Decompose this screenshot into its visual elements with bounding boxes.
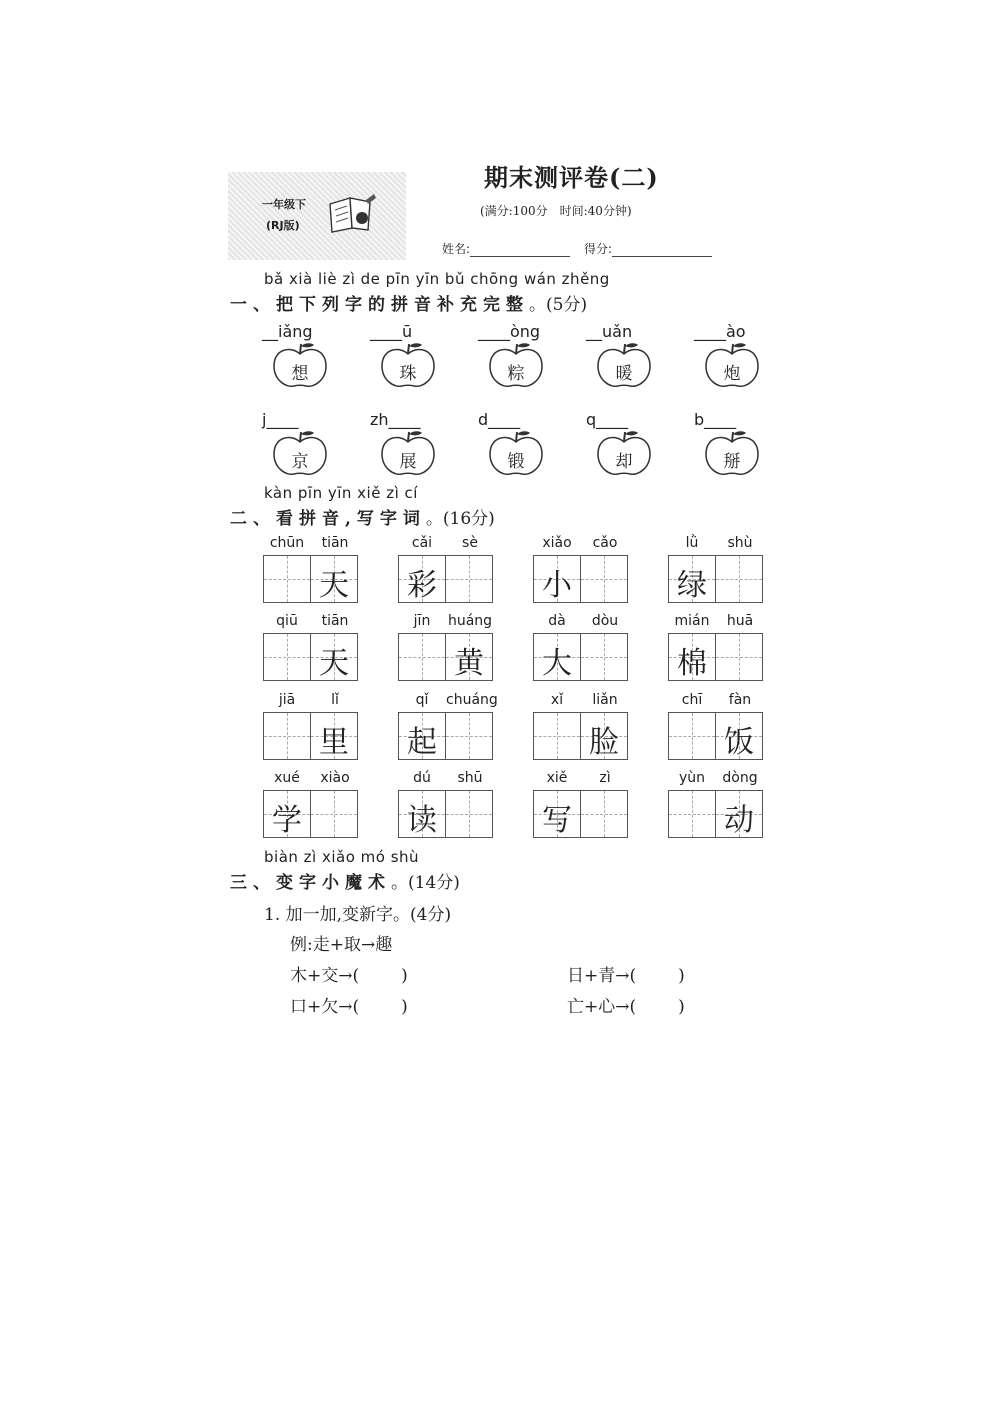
tianzige-cell[interactable] (263, 712, 311, 760)
cell-pinyin: shū (457, 770, 483, 786)
tianzige-cell[interactable] (715, 712, 763, 760)
cell-char: 学 (272, 803, 302, 838)
word-cell-group[interactable] (263, 770, 359, 848)
apple-item[interactable] (586, 410, 676, 496)
pinyin-blank[interactable]: d____ (478, 410, 521, 429)
apple-char: 炮 (723, 364, 741, 384)
tianzige-cell[interactable] (533, 712, 581, 760)
cell-pinyin: lǜ (685, 535, 699, 551)
section3-pinyin: biàn zì xiǎo mó shù (264, 848, 420, 866)
cell-pinyin: huā (726, 613, 754, 629)
tianzige-cell[interactable] (580, 555, 628, 603)
combine-item[interactable] (567, 961, 685, 986)
apple-char: 锻 (507, 452, 525, 472)
section1-score: 。(5分) (529, 295, 588, 315)
cell-pinyin: fàn (728, 692, 752, 708)
pinyin-blank[interactable]: ____òng (478, 322, 541, 341)
apple-item[interactable] (370, 322, 460, 408)
section1-title-text: 一、把下列字的拼音补充完整 (230, 295, 529, 315)
cell-pinyin: dà (548, 613, 566, 629)
question-1: 1. 加一加,变新字。(4分) (264, 905, 452, 925)
apple-char: 珠 (399, 364, 417, 384)
apple-item[interactable] (586, 322, 676, 408)
tianzige-cell[interactable] (715, 633, 763, 681)
tianzige-cell[interactable] (398, 712, 446, 760)
cell-char: 小 (542, 568, 572, 603)
cell-pinyin: chī (681, 692, 703, 708)
section2-title-text: 二、看拼音,写字词 (230, 509, 426, 529)
combine-close: ) (678, 997, 685, 1017)
apple-item[interactable] (478, 410, 568, 496)
tianzige-cell[interactable] (533, 555, 581, 603)
cell-pinyin: jiā (278, 692, 296, 708)
pinyin-blank[interactable]: ____ū (370, 322, 413, 341)
tianzige-cell[interactable] (533, 633, 581, 681)
apple-item[interactable] (262, 322, 352, 408)
word-cell-group[interactable] (533, 692, 629, 770)
apple-char: 暖 (615, 364, 633, 384)
combine-expr: 亡+心→( (567, 997, 637, 1017)
apple-char: 粽 (507, 364, 525, 384)
word-cell-group[interactable] (263, 613, 359, 691)
tianzige-cell[interactable] (668, 712, 716, 760)
apple-char: 京 (291, 452, 309, 472)
word-cell-group[interactable] (668, 535, 764, 613)
score-field[interactable] (584, 240, 712, 257)
pinyin-blank[interactable]: ____ào (694, 322, 746, 341)
cell-pinyin: chuáng (446, 692, 498, 708)
section1-title (230, 290, 587, 315)
score-line (612, 246, 712, 257)
tianzige-cell[interactable] (668, 555, 716, 603)
cell-char: 天 (319, 568, 349, 603)
cell-pinyin: shù (727, 535, 753, 551)
cell-char: 动 (724, 803, 754, 838)
combine-close: ) (401, 997, 408, 1017)
tianzige-cell[interactable] (310, 790, 358, 838)
cell-pinyin: cǎi (411, 535, 433, 551)
cell-pinyin: sè (462, 535, 478, 551)
word-cell-group[interactable] (398, 770, 494, 848)
cell-pinyin: huáng (447, 613, 493, 629)
cell-char: 饭 (724, 725, 754, 760)
pinyin-blank[interactable]: __uǎn (586, 322, 633, 341)
cell-char: 大 (542, 646, 572, 681)
tianzige-cell[interactable] (398, 790, 446, 838)
word-cell-group[interactable] (668, 613, 764, 691)
word-cell-group[interactable] (533, 770, 629, 848)
pinyin-blank[interactable]: zh____ (370, 410, 421, 429)
tianzige-cell[interactable] (398, 633, 446, 681)
cell-pinyin: tiān (321, 613, 349, 629)
apple-char: 掰 (723, 452, 741, 472)
grade-label: 一年级下 (262, 198, 306, 211)
header-badge (228, 172, 406, 260)
section1-pinyin: bǎ xià liè zì de pīn yīn bǔ chōng wán zhěng (264, 270, 610, 288)
combine-close: ) (678, 966, 685, 986)
cell-pinyin: xiě (546, 770, 568, 786)
cell-pinyin: liǎn (592, 692, 618, 708)
word-cell-group[interactable] (533, 535, 629, 613)
tianzige-cell[interactable] (263, 555, 311, 603)
apple-char: 展 (399, 452, 417, 472)
cell-pinyin: zì (599, 770, 611, 786)
apple-char: 想 (291, 364, 309, 384)
name-line (470, 246, 570, 257)
pinyin-blank[interactable]: b____ (694, 410, 737, 429)
cell-char: 天 (319, 646, 349, 681)
pinyin-blank[interactable]: j____ (262, 410, 299, 429)
word-cell-group[interactable] (398, 692, 498, 770)
tianzige-cell[interactable] (715, 555, 763, 603)
cell-char: 写 (542, 803, 572, 838)
tianzige-cell[interactable] (445, 712, 493, 760)
tianzige-cell[interactable] (445, 633, 493, 681)
word-cell-group[interactable] (263, 692, 359, 770)
section2-score: 。(16分) (425, 509, 495, 529)
word-cell-group[interactable] (533, 613, 629, 691)
tianzige-cell[interactable] (398, 555, 446, 603)
cell-char: 黄 (454, 646, 484, 681)
combine-expr: 木+交→( (290, 966, 360, 986)
pinyin-blank[interactable]: q____ (586, 410, 629, 429)
cell-pinyin: qǐ (415, 692, 429, 708)
name-field[interactable] (442, 240, 570, 257)
cell-char: 里 (319, 725, 349, 760)
apple-item[interactable] (478, 322, 568, 408)
section3-title-text: 三、变字小魔术 (230, 873, 391, 893)
apple-item[interactable] (694, 410, 784, 496)
tianzige-cell[interactable] (580, 790, 628, 838)
page-title: 期末测评卷(二) (484, 163, 659, 192)
cell-pinyin: tiān (321, 535, 349, 551)
tianzige-cell[interactable] (668, 790, 716, 838)
cell-pinyin: yùn (678, 770, 706, 786)
tianzige-cell[interactable] (310, 633, 358, 681)
cell-pinyin: dòng (722, 770, 758, 786)
tianzige-cell[interactable] (310, 712, 358, 760)
cell-pinyin: chūn (269, 535, 305, 551)
cell-char: 脸 (589, 725, 619, 760)
score-label: 得分: (584, 242, 613, 256)
tianzige-cell[interactable] (310, 555, 358, 603)
cell-pinyin: dòu (591, 613, 619, 629)
apple-item[interactable] (694, 322, 784, 408)
combine-item[interactable] (290, 961, 408, 986)
name-label: 姓名: (442, 242, 471, 256)
cell-pinyin: lǐ (331, 692, 339, 708)
cell-char: 读 (407, 803, 437, 838)
combine-item[interactable] (290, 992, 408, 1017)
combine-expr: 日+青→( (567, 966, 637, 986)
cell-pinyin: cǎo (592, 535, 618, 551)
tianzige-cell[interactable] (445, 555, 493, 603)
pinyin-blank[interactable]: __iǎng (262, 322, 313, 341)
cell-pinyin: mián (674, 613, 710, 629)
cell-pinyin: xǐ (550, 692, 564, 708)
cell-char: 绿 (677, 568, 707, 603)
edition-label: (RJ版) (266, 219, 300, 232)
exam-meta: (满分:100分 时间:40分钟) (480, 204, 632, 218)
section2-title (230, 504, 495, 529)
word-cell-group[interactable] (668, 692, 764, 770)
cell-char: 棉 (677, 646, 707, 681)
cell-pinyin: qiū (276, 613, 298, 629)
section2-pinyin: kàn pīn yīn xiě zì cí (264, 484, 418, 502)
book-icon (326, 192, 378, 238)
cell-pinyin: jīn (413, 613, 431, 629)
cell-pinyin: xiǎo (542, 535, 572, 551)
section3-score: 。(14分) (391, 873, 460, 893)
tianzige-cell[interactable] (580, 712, 628, 760)
tianzige-cell[interactable] (533, 790, 581, 838)
cell-pinyin: xué (274, 770, 300, 786)
tianzige-cell[interactable] (263, 633, 311, 681)
cell-pinyin: dú (413, 770, 431, 786)
example-line: 例:走+取→趣 (290, 935, 393, 955)
word-cell-group[interactable] (398, 535, 494, 613)
apple-char: 却 (615, 452, 633, 472)
cell-pinyin: xiào (320, 770, 350, 786)
tianzige-cell[interactable] (668, 633, 716, 681)
tianzige-cell[interactable] (445, 790, 493, 838)
combine-close: ) (401, 966, 408, 986)
combine-expr: 口+欠→( (290, 997, 360, 1017)
combine-item[interactable] (567, 992, 685, 1017)
tianzige-cell[interactable] (715, 790, 763, 838)
word-cell-group[interactable] (668, 770, 764, 848)
tianzige-cell[interactable] (263, 790, 311, 838)
word-cell-group[interactable] (398, 613, 494, 691)
cell-char: 起 (407, 725, 437, 760)
tianzige-cell[interactable] (580, 633, 628, 681)
cell-char: 彩 (407, 568, 437, 603)
word-cell-group[interactable] (263, 535, 359, 613)
section3-title (230, 868, 460, 893)
